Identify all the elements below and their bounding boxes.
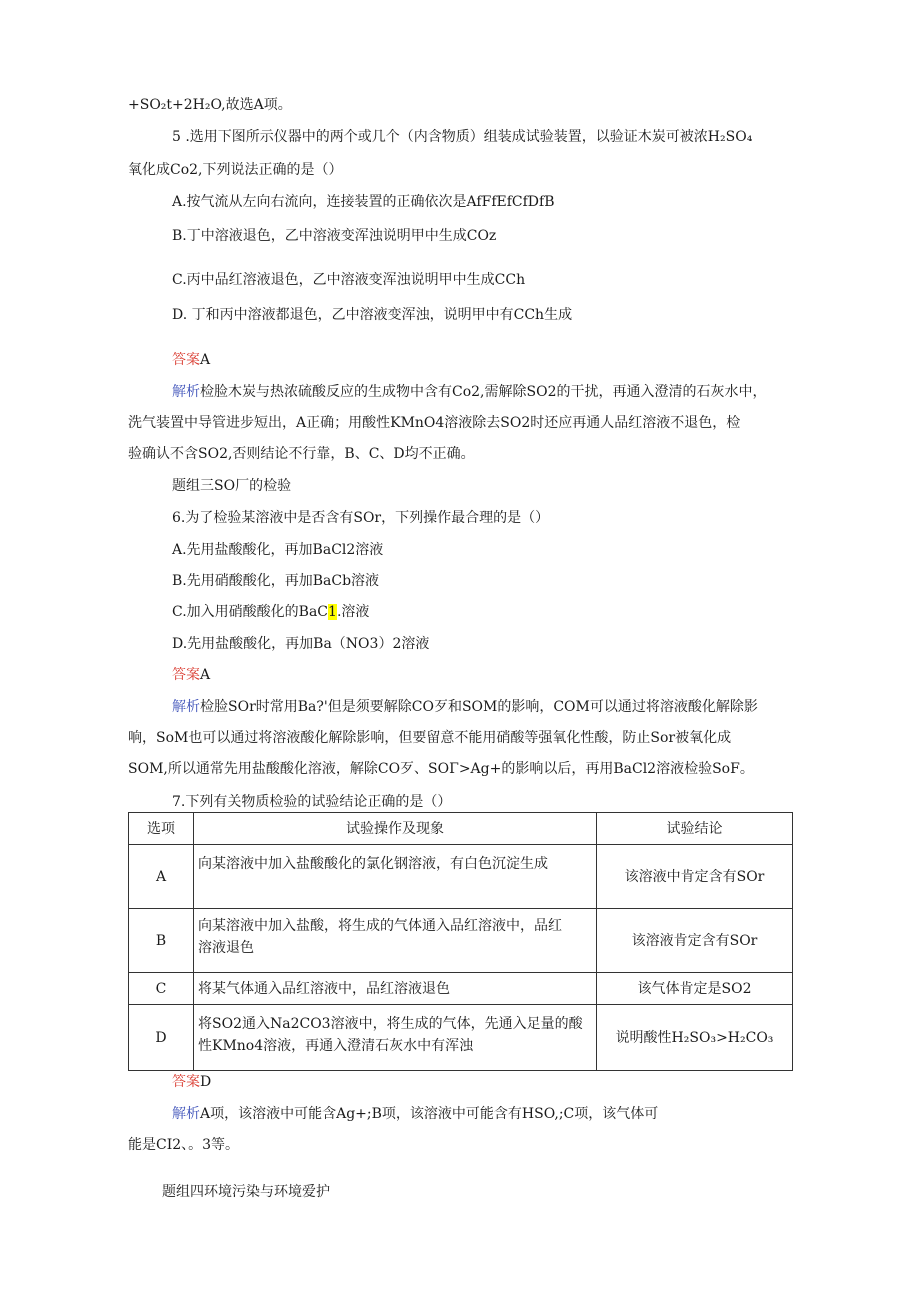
cell-text: 溶液退色	[198, 940, 254, 956]
highlighted-text: 1	[328, 604, 337, 620]
option-cell: B	[129, 909, 194, 973]
answer-label: 答案	[172, 1074, 200, 1090]
cell-text: 向某溶液中加入盐酸酸化的氯化钢溶液，有白色沉淀生成	[198, 856, 548, 872]
table-row	[129, 845, 793, 909]
answer-label: 答案	[172, 352, 200, 368]
q6-option-a: A.先用盐酸酸化，再加BaCl2溶液	[172, 542, 384, 558]
operation-cell	[194, 845, 597, 909]
question-5-stem-cont: 氧化成Co2,下列说法正确的是（）	[128, 162, 343, 178]
question-7-stem: 7.下列有关物质检验的试验结论正确的是（）	[172, 794, 452, 810]
option-cell: D	[129, 1005, 194, 1071]
answer-value: A	[200, 667, 211, 683]
q5-answer	[172, 350, 210, 370]
option-cell: A	[129, 845, 194, 909]
table-row	[129, 973, 793, 1005]
option-cell: C	[129, 973, 194, 1005]
q7-table	[128, 812, 793, 1071]
table-header: 试验操作及现象	[194, 813, 597, 845]
answer-label: 答案	[172, 667, 200, 683]
explanation-text: 检脸SOr时常用Ba?'但是须要解除CO歹和SOM的影响，COM可以通过将溶液酸化解除影	[200, 699, 758, 715]
result-cell: 该溶液肯定含有SOr	[597, 909, 793, 973]
explanation-label: 解析	[172, 1106, 200, 1122]
q5-explanation-2: 洗气装置中导管进步短出，A正确；用酸性KMnO4溶液除去SO2时还应再通人品红溶液不退色，检	[128, 415, 741, 431]
q6-explanation-1	[172, 697, 758, 717]
q6-option-d: D.先用盐酸酸化，再加Ba（NO3）2溶液	[172, 636, 430, 652]
explanation-label: 解析	[172, 384, 200, 400]
operation-cell	[194, 973, 597, 1005]
q6-explanation-3: SOM,所以通常先用盐酸酸化溶液，解除CO歹、SOΓ>Ag+的影响以后，再用BaCl2溶液检验SoF。	[128, 761, 754, 777]
cell-text: 将SO2通入Na2CO3溶液中，将生成的气体，先通入足量的酸	[198, 1016, 583, 1032]
q5-explanation-1	[172, 382, 766, 402]
text-line: +SO₂t+2H₂O,故选A项。	[128, 97, 292, 113]
option-text: C.加入用硝酸酸化的BaC	[172, 604, 329, 620]
q6-option-b: B.先用硝酸酸化，再加BaCb溶液	[172, 573, 380, 589]
q5-explanation-3: 验确认不含SO2,否则结论不行靠，B、C、D均不正确。	[128, 446, 475, 462]
table-header: 试验结论	[597, 813, 793, 845]
result-cell: 该气体肯定是SO2	[597, 973, 793, 1005]
table-header-row	[129, 813, 793, 845]
q6-option-c	[172, 602, 369, 622]
q5-option-d: D. 丁和丙中溶液都退色，乙中溶液变浑浊，说明甲中有CCh生成	[172, 307, 573, 323]
group-4-heading: 题组四环境污染与环境爱护	[162, 1184, 330, 1200]
q7-explanation-2: 能是CI2、。3等。	[128, 1137, 240, 1153]
q7-explanation-1	[172, 1104, 658, 1124]
result-cell: 说明酸性H₂SO₃>H₂CO₃	[597, 1005, 793, 1071]
result-cell: 该溶液中肯定含有SOr	[597, 845, 793, 909]
q6-answer	[172, 665, 210, 685]
answer-value: D	[200, 1074, 212, 1090]
q5-option-c: C.丙中品红溶液退色，乙中溶液变浑浊说明甲中生成CCh	[172, 272, 526, 288]
answer-value: A	[200, 352, 211, 368]
q5-option-a: A.按气流从左向右流向，连接装置的正确依次是AfFfEfCfDfB	[172, 194, 555, 210]
option-text: .溶液	[336, 604, 370, 620]
table-row	[129, 909, 793, 973]
operation-cell	[194, 1005, 597, 1071]
table-header: 选项	[129, 813, 194, 845]
explanation-text: 检脸木炭与热浓硫酸反应的生成物中含有Co2,需解除SO2的干扰，再通入澄清的石灰水中，	[200, 384, 767, 400]
explanation-label: 解析	[172, 699, 200, 715]
q7-answer	[172, 1072, 211, 1092]
operation-cell	[194, 909, 597, 973]
q5-option-b: B.丁中溶液退色，乙中溶液变浑浊说明甲中生成COz	[172, 228, 497, 244]
table-row	[129, 1005, 793, 1071]
cell-text: 性KMno4溶液，再通入澄清石灰水中有浑浊	[198, 1038, 474, 1054]
group-3-heading: 题组三SO厂的检验	[172, 478, 292, 494]
question-6-stem: 6.为了检验某溶液中是否含有SOr，下列操作最合理的是（）	[172, 510, 550, 526]
q6-explanation-2: 响，SoM也可以通过将溶液酸化解除影响，但要留意不能用硝酸等强氧化性酸，防止Sor被氧化成	[128, 730, 732, 746]
explanation-text: A项，该溶液中可能含Ag+;B项，该溶液中可能含有HSO,;C项，该气体可	[200, 1106, 659, 1122]
cell-text: 向某溶液中加入盐酸，将生成的气体通入品红溶液中，品红	[198, 918, 562, 934]
cell-text: 将某气体通入品红溶液中，品红溶液退色	[198, 980, 450, 997]
question-5-stem: 5 .选用下图所示仪器中的两个或几个（内含物质）组装成试验装置，以验证木炭可被浓H₂SO₄	[172, 129, 753, 145]
